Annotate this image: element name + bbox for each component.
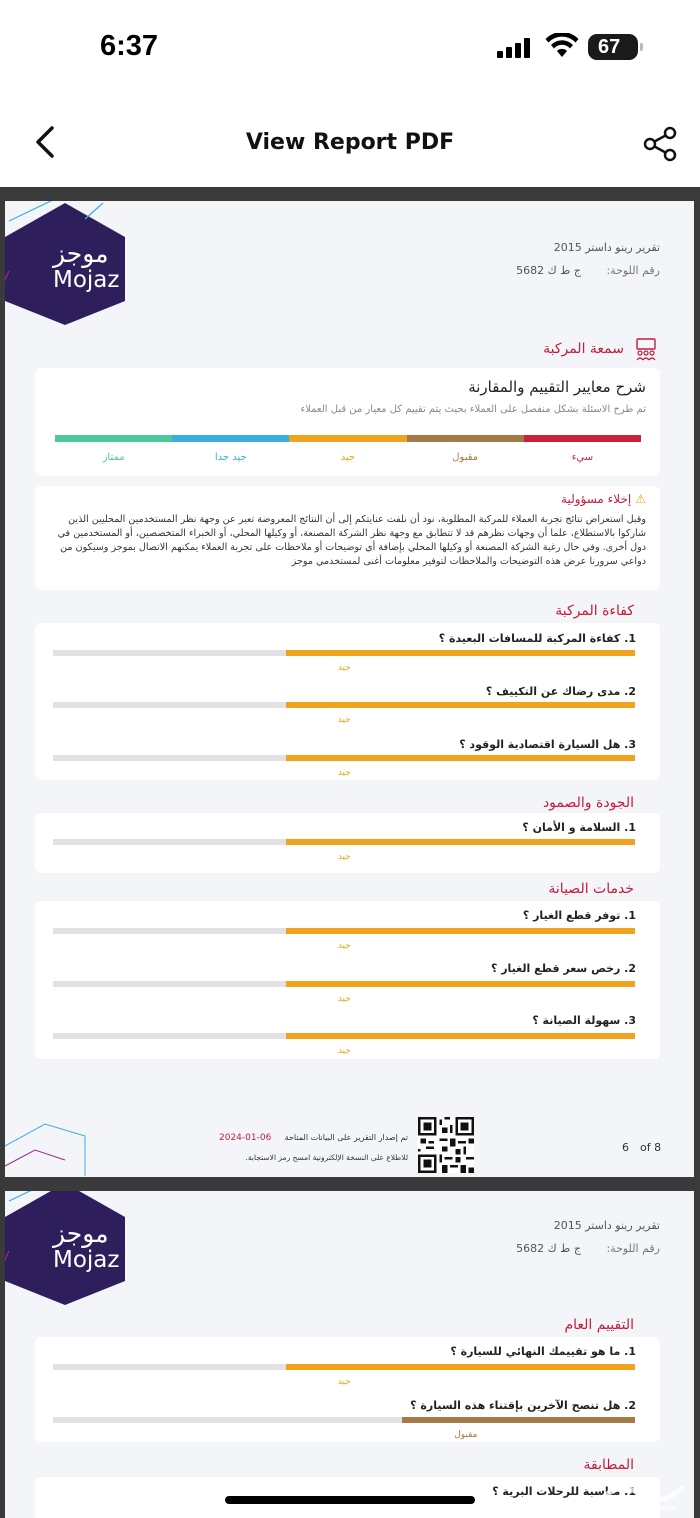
page-number: 6 <box>622 1141 629 1154</box>
legend-card <box>35 368 660 476</box>
qr-code[interactable] <box>418 1117 474 1173</box>
question-text: 2. رخص سعر قطع الغيار ؟ <box>491 962 636 975</box>
pdf-viewer[interactable] <box>0 187 700 1518</box>
page-total: of 8 <box>640 1141 662 1154</box>
question-text: 2. هل تنصح الآخرين بإقتناء هذه السيارة ؟ <box>410 1399 636 1412</box>
logo-text-en: Mojaz <box>53 1247 120 1273</box>
rating-bar-fill <box>286 755 635 761</box>
section-card-quality <box>35 813 660 873</box>
answer-label: جيد <box>337 1377 351 1387</box>
rating-scale-labels <box>55 452 641 463</box>
disclaimer-title-text: إخلاء مسؤولية <box>561 492 632 506</box>
haraj-watermark-logo <box>590 1470 690 1514</box>
question-text: 1. مناسبة للرحلات البرية ؟ <box>492 1485 636 1498</box>
question-text: 3. هل السيارة اقتصادية الوقود ؟ <box>459 738 636 751</box>
decorative-lines <box>5 1116 125 1177</box>
nav-bar <box>0 100 700 188</box>
logo-text-ar: موجز <box>53 1219 109 1248</box>
rating-bar-fill <box>286 981 635 987</box>
answer-label: جيد <box>337 663 351 673</box>
section-title-overall: التقييم العام <box>564 1317 634 1333</box>
status-bar <box>0 0 700 95</box>
rating-bar-fill <box>286 650 635 656</box>
battery-icon: 67 <box>588 34 638 60</box>
footer-issued-text: تم إصدار التقرير على البيانات المتاحة <box>284 1133 408 1142</box>
rating-bar-fill <box>286 928 635 934</box>
disclaimer-card <box>35 486 660 590</box>
answer-label: مقبول <box>454 1430 478 1440</box>
warning-icon: ⚠ <box>635 492 646 506</box>
section-card-maintenance <box>35 901 660 1059</box>
section-title-efficiency: كفاءة المركبة <box>555 603 634 619</box>
answer-label: جيد <box>337 1046 351 1056</box>
question-text: 3. سهولة الصيانة ؟ <box>532 1014 636 1027</box>
rating-bar-fill <box>286 839 635 845</box>
footer-date: 2024-01-06 <box>219 1133 272 1143</box>
answer-label: جيد <box>337 852 351 862</box>
scale-label-acceptable: مقبول <box>452 452 479 463</box>
scale-segment-acceptable <box>407 435 524 442</box>
cellular-signal-icon <box>497 38 533 58</box>
legend-title: شرح معايير التقييم والمقارنة <box>468 378 646 396</box>
rating-bar <box>53 1033 635 1039</box>
rating-scale-bar <box>55 435 641 442</box>
rating-bar <box>53 928 635 934</box>
plate-value: ج ط ك 5682 <box>516 1242 581 1255</box>
section-card-overall <box>35 1337 660 1442</box>
section-title-quality: الجودة والصمود <box>542 795 634 811</box>
scale-label-excellent: ممتاز <box>102 452 125 463</box>
section-title-maintenance: خدمات الصيانة <box>548 881 634 897</box>
logo-text-en: Mojaz <box>53 267 120 293</box>
question-text: 1. السلامة و الأمان ؟ <box>522 821 636 834</box>
section-title-matching: المطابقة <box>583 1457 634 1473</box>
disclaimer-text: وقبل استعراض نتائج تجربة العملاء للمركبة المطلوبة، نود أن نلفت عنايتكم إلى أن النتائج المعروضة تعبر عن وجهة نظر المستخدمين المحليين الذين شاركوا بالاستطلاع، علما أن وجهات نظرهم قد لا تتطابق مع وجهة نظر الشركة المصنعة، أو وكيلها المحلي، أو الخبراء المتخصصين، أو المستخدمين في دول أخرى. وفي حال رغبة الشركة المصنعة أو وكيلها المحلي بإضافة أي توضيحات أو ملاحظات على تجربة العملاء يمكنهم الاتصال بموجز وسيكون من دواعي سرورنا عرض هذه التوضيحات والملاحظات لتوفير معلومات أغنى لمستخدمي موجز <box>57 514 646 567</box>
rating-bar-fill <box>286 1033 635 1039</box>
scale-label-poor: سيء <box>571 452 594 463</box>
page-title: View Report PDF <box>245 130 455 155</box>
rating-bar <box>53 981 635 987</box>
plate-row <box>516 264 660 277</box>
question-text: 1. توفر قطع الغيار ؟ <box>522 909 636 922</box>
plate-label: رقم اللوحة: <box>606 1242 660 1255</box>
answer-label: جيد <box>337 994 351 1004</box>
rating-bar <box>53 839 635 845</box>
disclaimer-title <box>561 492 646 506</box>
section-title-reputation: سمعة المركبة <box>543 341 624 357</box>
logo-text-ar: موجز <box>53 239 109 268</box>
share-icon[interactable] <box>640 124 680 164</box>
question-text: 1. ما هو تقييمك النهائي للسيارة ؟ <box>450 1345 636 1358</box>
rating-bar <box>53 702 635 708</box>
status-time: 6:37 <box>100 30 159 62</box>
people-group-icon <box>634 337 658 361</box>
scale-label-very-good: جيد جدا <box>214 452 247 463</box>
question-text: 1. كفاءة المركبة للمسافات البعيدة ؟ <box>438 632 636 645</box>
home-indicator[interactable] <box>225 1496 475 1504</box>
answer-label: جيد <box>337 941 351 951</box>
pdf-page-7 <box>5 1191 694 1518</box>
rating-bar <box>53 1417 635 1423</box>
report-title: تقرير رينو داستر 2015 <box>553 241 660 254</box>
rating-bar <box>53 1364 635 1370</box>
rating-bar-fill <box>286 1364 635 1370</box>
plate-row <box>516 1242 660 1255</box>
plate-value: ج ط ك 5682 <box>516 264 581 277</box>
answer-label: جيد <box>337 768 351 778</box>
legend-subtitle: تم طرح الاسئلة بشكل منفصل على العملاء بحيث يتم تقييم كل معيار من قبل العملاء <box>300 404 646 415</box>
rating-bar-fill <box>286 702 635 708</box>
scale-segment-poor <box>524 435 641 442</box>
plate-label: رقم اللوحة: <box>606 264 660 277</box>
scale-segment-very-good <box>172 435 289 442</box>
rating-bar-fill <box>402 1417 635 1423</box>
scale-segment-good <box>289 435 406 442</box>
report-title: تقرير رينو داستر 2015 <box>553 1219 660 1232</box>
pdf-page-6 <box>5 201 694 1177</box>
scale-segment-excellent <box>55 435 172 442</box>
scale-label-good: جيد <box>340 452 356 463</box>
rating-bar <box>53 755 635 761</box>
wifi-icon <box>545 33 579 59</box>
footer-scan-text: للاطلاع على النسخة الإلكترونية امسح رمز الاستجابة. <box>245 1153 408 1162</box>
rating-bar <box>53 650 635 656</box>
section-card-efficiency <box>35 623 660 780</box>
answer-label: جيد <box>337 715 351 725</box>
question-text: 2. مدى رضاك عن التكييف ؟ <box>485 685 636 698</box>
